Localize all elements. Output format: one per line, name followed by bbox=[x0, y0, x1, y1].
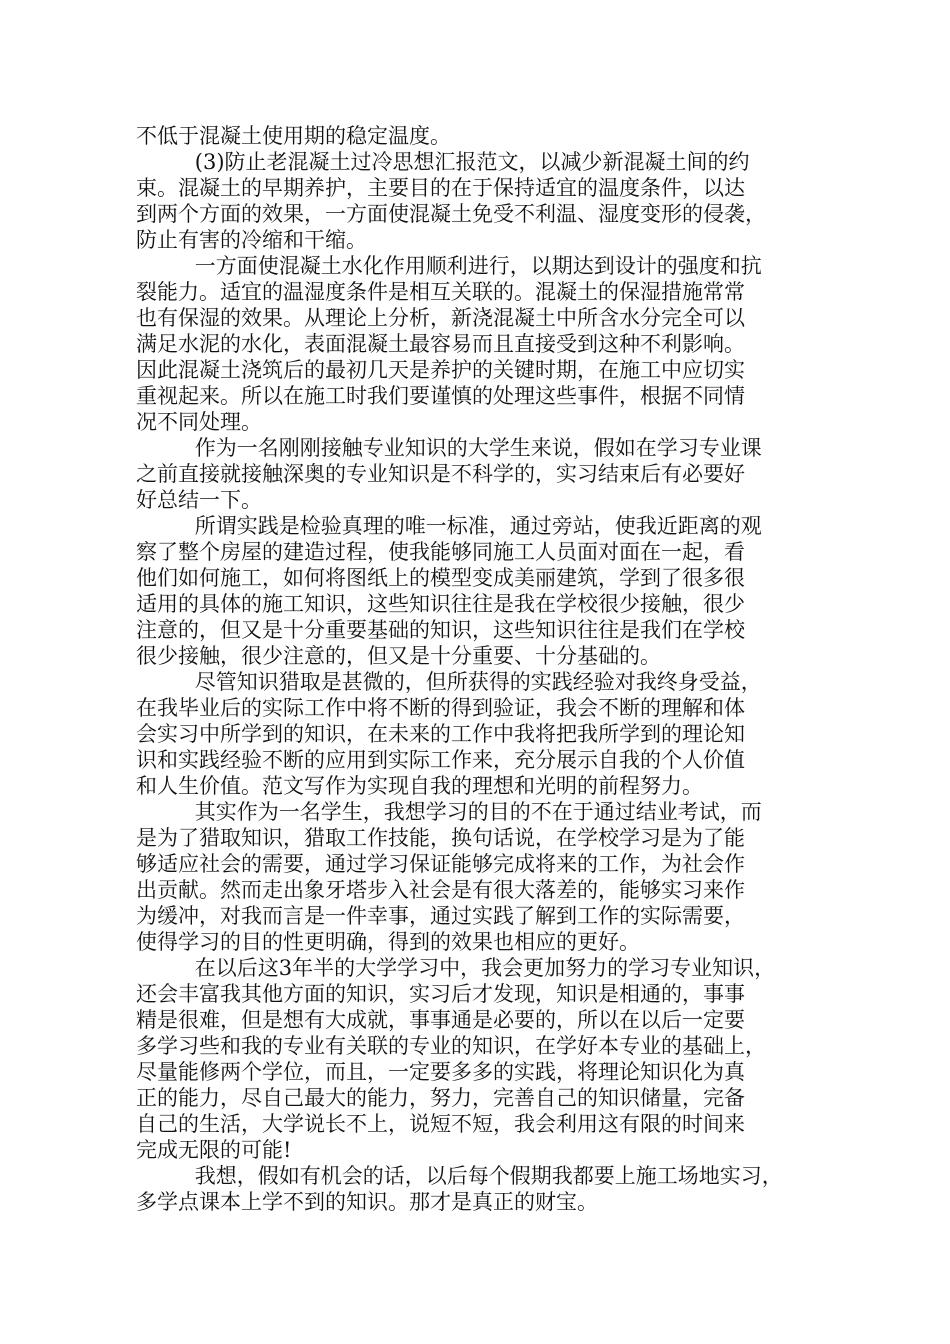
paragraph-6: 尽管知识猎取是甚微的，但所获得的实践经验对我终身受益， 在我毕业后的实际工作中将不断的得到验证，我会不断的理解和体 会实习中所学到的知识，在未来的工作中我将把我所学到的理论知 识和实践经验不断的应用到实际工作来，充分展示自我的个人价值 和人生价值。范文写作为实现自我的理想和光明的前程努力。 bbox=[136, 670, 762, 798]
document-body bbox=[136, 123, 826, 1215]
paragraph-5: 所谓实践是检验真理的唯一标准，通过旁站，使我近距离的观 察了整个房屋的建造过程，使我能够同施工人员面对面在一起，看 他们如何施工，如何将图纸上的模型变成美丽建筑，学到了很多很 适用的具体的施工知识，这些知识往往是我在学校很少接触，很少 注意的，但又是十分重要基础的知识，这些知识往往是我们在学校 很少接触，很少注意的，但又是十分重要、十分基础的。 bbox=[136, 514, 762, 668]
paragraph-3: 一方面使混凝土水化作用顺利进行，以期达到设计的强度和抗 裂能力。适宜的温湿度条件是相互关联的。混凝土的保湿措施常常 也有保湿的效果。从理论上分析，新浇混凝土中所含水分完全可以 满足水泥的水化，表面混凝土最容易而且直接受到这种不利影响。 因此混凝土浇筑后的最初几天是养护的关键时期，在施工中应切实 重视起来。所以在施工时我们要谨慎的处理这些事件，根据不同情 况不同处理。 bbox=[136, 254, 762, 434]
paragraph-4: 作为一名刚刚接触专业知识的大学生来说，假如在学习专业课 之前直接就接触深奥的专业知识是不科学的，实习结束后有必要好 好总结一下。 bbox=[136, 436, 762, 512]
paragraph-2: (3)防止老混凝土过冷思想汇报范文，以减少新混凝土间的约 束。混凝土的早期养护，主要目的在于保持适宜的温度条件，以达 到两个方面的效果，一方面使混凝土免受不利温、湿度变形的侵袭， 防止有害的冷缩和干缩。 bbox=[136, 150, 766, 252]
paragraph-7: 其实作为一名学生，我想学习的目的不在于通过结业考试，而 是为了猎取知识，猎取工作技能，换句话说，在学校学习是为了能 够适应社会的需要，通过学习保证能够完成将来的工作，为社会作 出贡献。然而走出象牙塔步入社会是有很大落差的，能够实习来作 为缓冲，对我而言是一件幸事，通过实践了解到工作的实际需要， 使得学习的目的性更明确，得到的效果也相应的更好。 bbox=[136, 800, 762, 954]
paragraph-8: 在以后这3年半的大学学习中，我会更加努力的学习专业知识， 还会丰富我其他方面的知识，实习后才发现，知识是相通的，事事 精是很难，但是想有大成就，事事通是必要的，所以在以后一定要 多学习些和我的专业有关联的专业的知识，在学好本专业的基础上， 尽量能修两个学位，而且，一定要多多的实践，将理论知识化为真 正的能力，尽自己最大的能力，努力，完善自己的知识储量，完备 自己的生活，大学说长不上，说短不短，我会利用这有限的时间来 完成无限的可能! bbox=[136, 956, 776, 1162]
paragraph-9: 我想，假如有机会的话，以后每个假期我都要上施工场地实习， 多学点课本上学不到的知识。那才是真正的财宝。 bbox=[136, 1164, 783, 1214]
paragraph-1: 不低于混凝土使用期的稳定温度。 bbox=[136, 124, 451, 148]
